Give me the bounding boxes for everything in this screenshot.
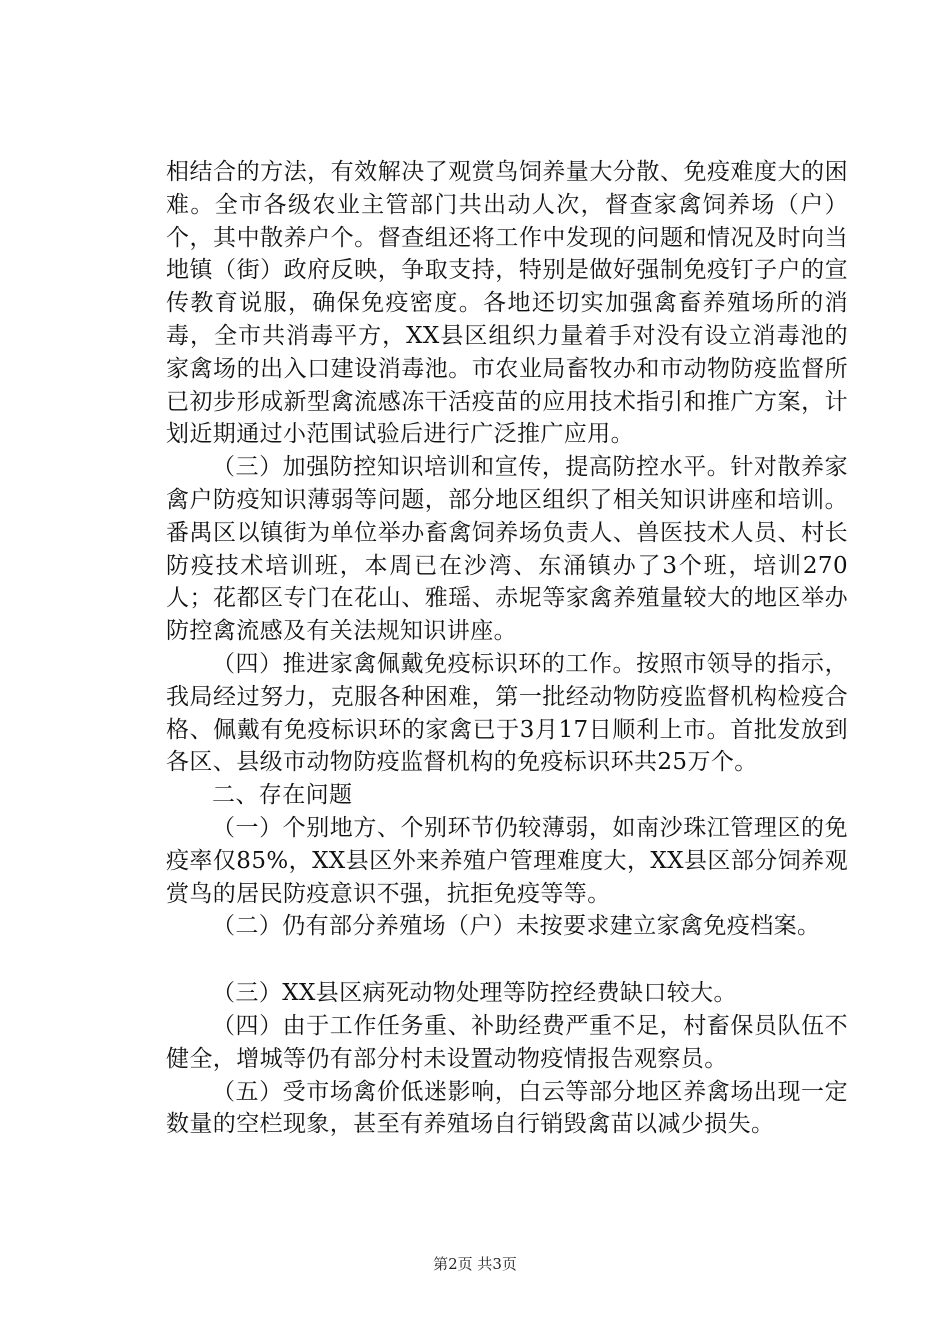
problem-item-1: （一）个别地方、个别环节仍较薄弱，如南沙珠江管理区的免疫率仅85%，XX县区外来养殖户管理难度大，XX县区部分饲养观赏鸟的居民防疫意识不强，抗拒免疫等等。 [166, 814, 848, 907]
paragraph-gap [166, 943, 848, 977]
document-body [166, 156, 848, 1141]
problem-item-2: （二）仍有部分养殖场（户）未按要求建立家禽免疫档案。 [212, 913, 821, 940]
section-heading-problems: 二、存在问题 [212, 782, 353, 809]
problem-item-4: （四）由于工作任务重、补助经费严重不足，村畜保员队伍不健全，增城等仍有部分村未设置动物疫情报告观察员。 [166, 1012, 848, 1072]
paragraph-immunity-rings: （四）推进家禽佩戴免疫标识环的工作。按照市领导的指示，我局经过努力，克服各种困难，第一批经动物防疫监督机构检疫合格、佩戴有免疫标识环的家禽已于3月17日顺利上市。首批发放到各区、县级市动物防疫监督机构的免疫标识环共25万个。 [166, 650, 848, 776]
problem-item-3: （三）XX县区病死动物处理等防控经费缺口较大。 [212, 980, 737, 1007]
paragraph-continuation: 相结合的方法，有效解决了观赏鸟饲养量大分散、免疫难度大的困难。全市各级农业主管部门共出动人次，督查家禽饲养场（户）个，其中散养户个。督查组还将工作中发现的问题和情况及时向当地镇（街）政府反映，争取支持，特别是做好强制免疫钉子户的宣传教育说服，确保免疫密度。各地还切实加强禽畜养殖场所的消毒，全市共消毒平方，XX县区组织力量着手对没有设立消毒池的家禽场的出入口建设消毒池。市农业局畜牧办和市动物防疫监督所已初步形成新型禽流感冻干活疫苗的应用技术指引和推广方案，计划近期通过小范围试验后进行广泛推广应用。 [166, 159, 848, 448]
problem-item-5: （五）受市场禽价低迷影响，白云等部分地区养禽场出现一定数量的空栏现象，甚至有养殖场自行销毁禽苗以减少损失。 [166, 1078, 848, 1138]
paragraph-training: （三）加强防控知识培训和宣传，提高防控水平。针对散养家禽户防疫知识薄弱等问题，部分地区组织了相关知识讲座和培训。番禺区以镇街为单位举办畜禽饲养场负责人、兽医技术人员、村长防疫技术培训班，本周已在沙湾、东涌镇办了3个班，培训270人；花都区专门在花山、雅瑶、赤坭等家禽养殖量较大的地区举办防控禽流感及有关法规知识讲座。 [166, 454, 848, 645]
page-footer: 第2页 共3页 [433, 1255, 517, 1273]
